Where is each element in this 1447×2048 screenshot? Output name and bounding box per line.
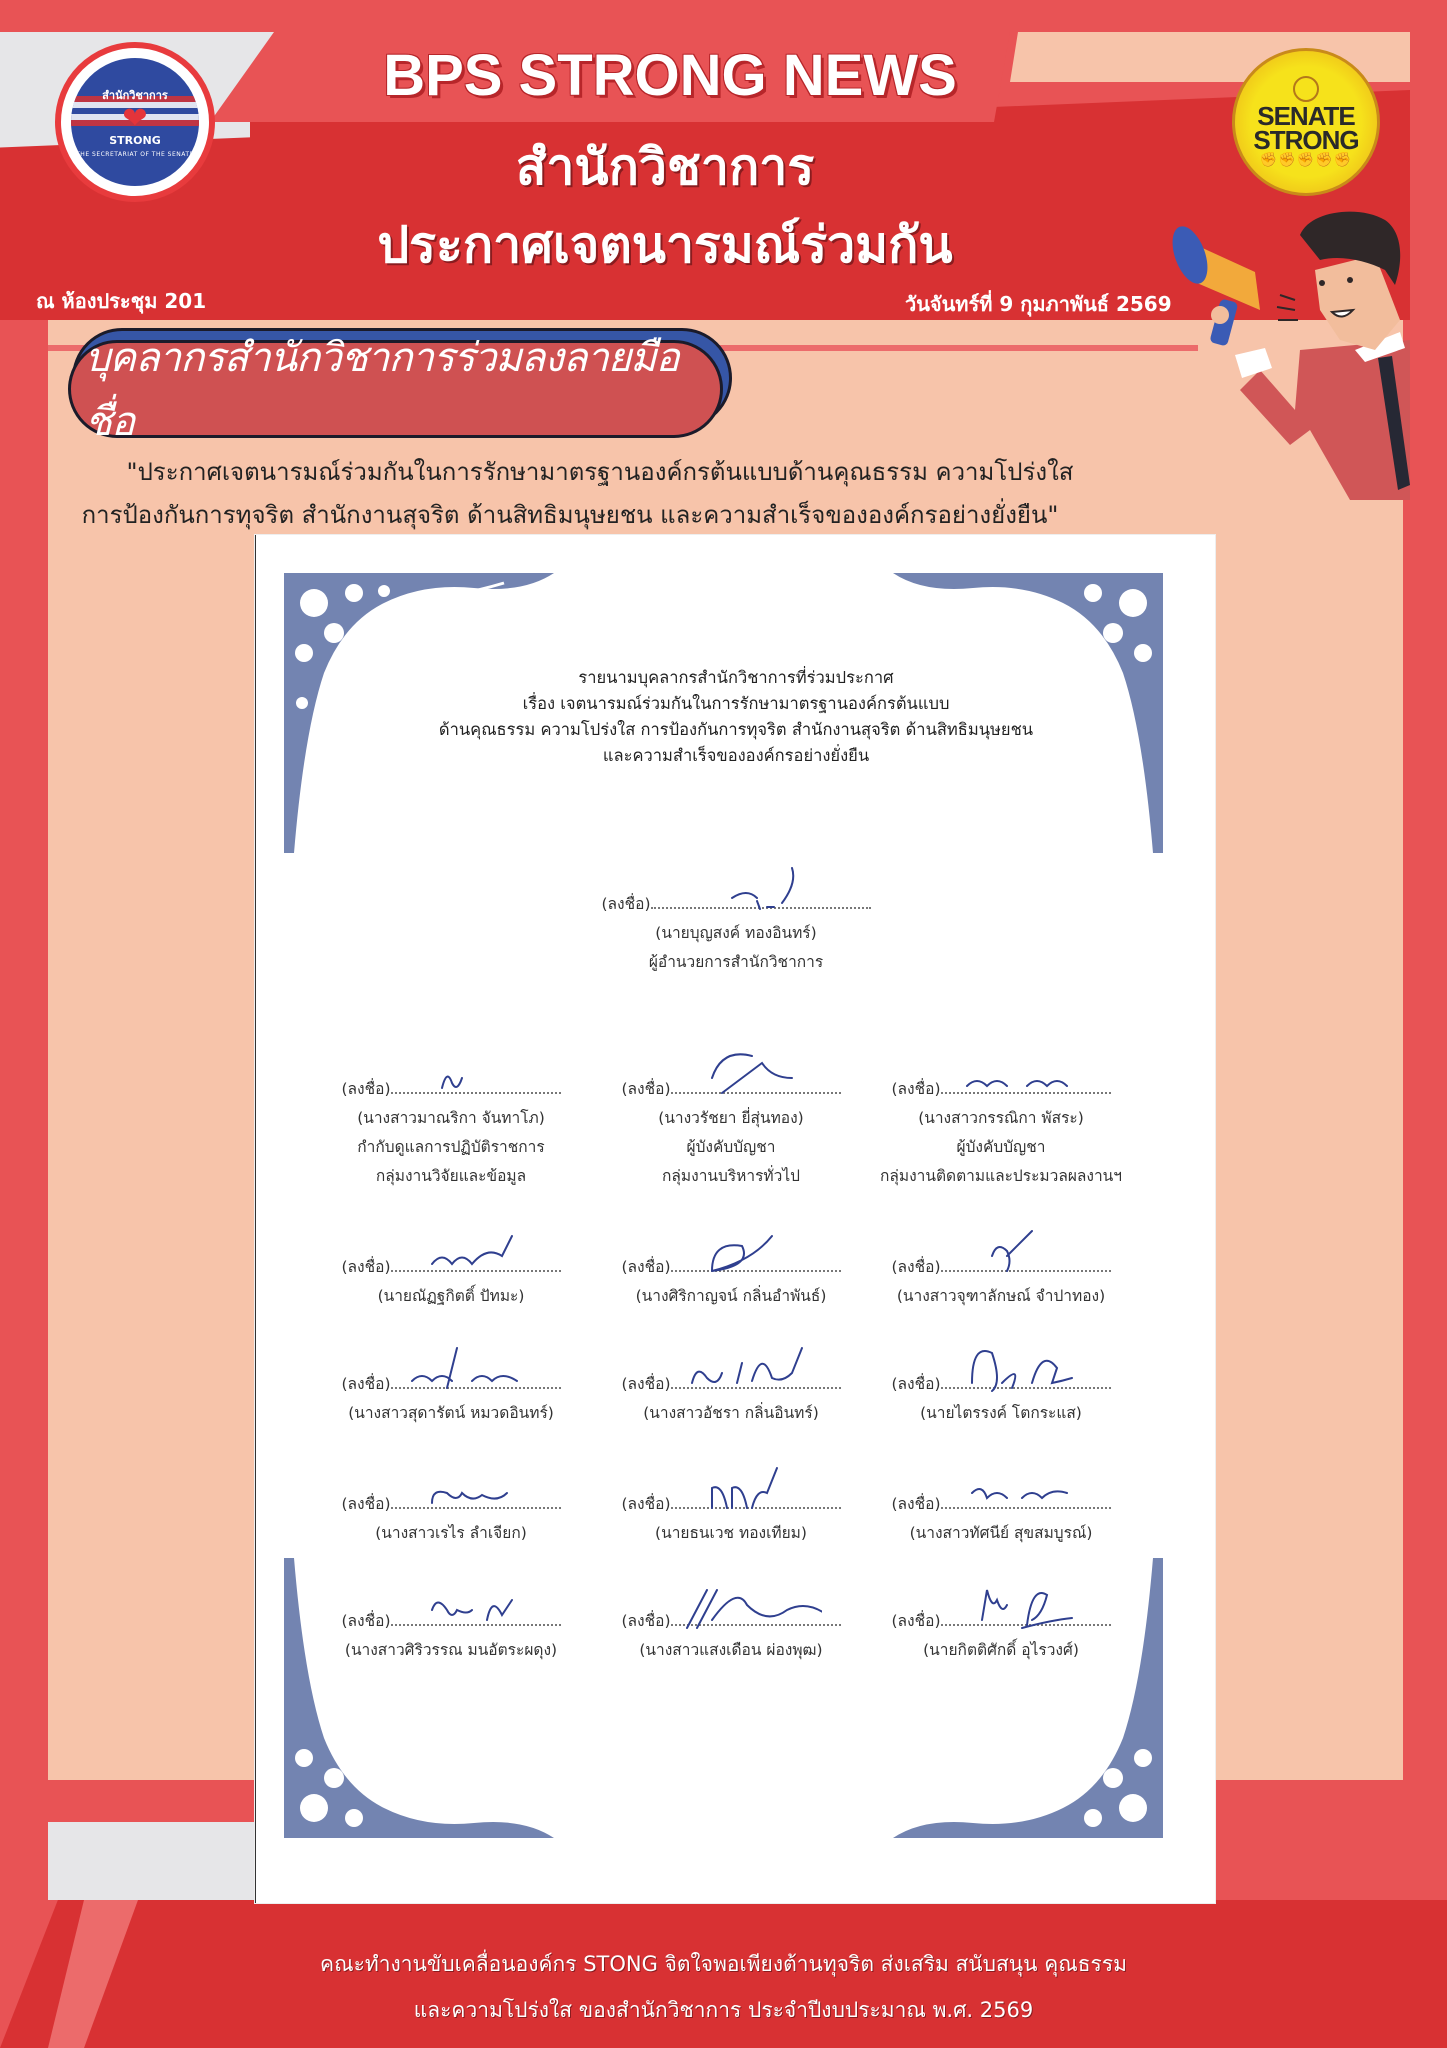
signature-scribble <box>402 1343 532 1393</box>
sign-label: (ลงชื่อ) <box>891 1080 941 1098</box>
signatory-name: (นางสาวทัศนีย์ สุขสมบูรณ์) <box>909 1524 1093 1542</box>
signature-document <box>255 535 1215 1903</box>
heading-line: และความสำเร็จขององค์กรอย่างยั่งยืน <box>602 746 870 765</box>
signature-line <box>602 890 871 919</box>
sign-label: (ลงชื่อ) <box>621 1612 671 1630</box>
signatory-name: (นางสาวเรไร ลำเจียก) <box>375 1524 527 1542</box>
department-title: สำนักวิชาการ <box>515 138 815 196</box>
signatory-unit: กลุ่มงานวิจัยและข้อมูล <box>375 1167 527 1185</box>
signature-block <box>856 1253 1146 1311</box>
signature-block <box>316 1253 586 1311</box>
logo-ring-text: THE SECRETARIAT OF THE SENATE <box>76 151 194 158</box>
sign-label: (ลงชื่อ) <box>621 1375 671 1393</box>
signature-scribble <box>402 1048 532 1098</box>
signatory-name: (นางศิริกาญจน์ กลิ่นอำพันธ์) <box>635 1287 827 1305</box>
signature-block-director <box>576 890 896 977</box>
signatory-name: (นางสาวมาณริกา จันทาโภ) <box>357 1109 545 1127</box>
quote-line-1: "ประกาศเจตนารมณ์ร่วมกันในการรักษามาตรฐานองค์กรต้นแบบด้านคุณธรรม ความโปร่งใส <box>126 458 1074 486</box>
signatory-name: (นายธนเวช ทองเทียม) <box>655 1524 807 1542</box>
signature-scribble <box>952 1580 1082 1630</box>
sign-label: (ลงชื่อ) <box>891 1375 941 1393</box>
date-label: วันจันทร์ที่ 9 กุมภาพันธ์ 2569 <box>905 292 1172 316</box>
heart-icon: ❤ <box>122 101 148 136</box>
sign-label: (ลงชื่อ) <box>621 1495 671 1513</box>
signature-block <box>596 1253 866 1311</box>
signatory-name: (นางวรัชยา ยี่สุ่นทอง) <box>658 1109 804 1127</box>
signatory-name: (นายบุญสงค์ ทองอินทร์) <box>655 924 817 942</box>
signatory-unit: กลุ่มงานบริหารทั่วไป <box>662 1167 800 1185</box>
sign-label: (ลงชื่อ) <box>341 1258 391 1276</box>
venue-label: ณ ห้องประชุม 201 <box>36 289 207 313</box>
signature-block <box>596 1607 866 1665</box>
signature-scribble <box>952 1463 1082 1513</box>
newsletter-title: BPS STRONG NEWS <box>383 43 957 108</box>
signature-scribble <box>682 1463 812 1513</box>
signatory-name: (นางสาวจุฑาลักษณ์ จำปาทอง) <box>896 1287 1106 1305</box>
signature-block <box>856 1490 1146 1548</box>
senate-strong-logo <box>1232 48 1380 196</box>
signature-block <box>856 1607 1146 1665</box>
signatory-name: (นางสาวอัชรา กลิ่นอินทร์) <box>643 1404 819 1422</box>
signature-block <box>316 1607 586 1665</box>
sign-label: (ลงชื่อ) <box>341 1612 391 1630</box>
logo-center-text: STRONG <box>109 134 161 147</box>
signature-block <box>596 1490 866 1548</box>
signatory-unit: กลุ่มงานติดตามและประมวลผลงานฯ <box>880 1167 1122 1185</box>
signature-scribble <box>662 1580 822 1630</box>
signature-scribble <box>682 1343 812 1393</box>
signature-scribble <box>952 1343 1082 1393</box>
headline: ประกาศเจตนารมณ์ร่วมกัน <box>377 216 953 274</box>
sign-label: (ลงชื่อ) <box>621 1080 671 1098</box>
logo-line2: STRONG <box>1253 125 1359 155</box>
footer-line-1: คณะทำงานขับเคลื่อนองค์กร STONG จิตใจพอเพียงต้านทุจริต ส่งเสริม สนับสนุน คุณธรรม <box>320 1952 1127 1976</box>
signature-scribble <box>402 1580 532 1630</box>
document-heading <box>256 665 1216 769</box>
raised-fists-icon: ✊✊✊✊✊ <box>1259 152 1353 168</box>
signature-block <box>316 1490 586 1548</box>
footer-line-2: และความโปร่งใส ของสำนักวิชาการ ประจำปีงบประมาณ พ.ศ. 2569 <box>413 1998 1034 2022</box>
sign-label: (ลงชื่อ) <box>601 895 651 913</box>
signature-scribble <box>952 1226 1082 1276</box>
signatory-title: กำกับดูแลการปฏิบัติราชการ <box>357 1138 545 1156</box>
sign-label: (ลงชื่อ) <box>891 1612 941 1630</box>
quote-line-2: การป้องกันการทุจริต สำนักงานสุจริต ด้านสิทธิมนุษยชน และความสำเร็จขององค์กรอย่างยั่งยืน" <box>81 501 1059 529</box>
section-title-pill <box>68 335 723 445</box>
heading-line: รายนามบุคลากรสำนักวิชาการที่ร่วมประกาศ <box>578 668 894 687</box>
signatory-name: (นายณัฏฐกิตติ์ ปัทมะ) <box>377 1287 525 1305</box>
sign-label: (ลงชื่อ) <box>891 1258 941 1276</box>
signature-block <box>856 1075 1146 1191</box>
megaphone-mascot-illustration <box>1160 200 1410 500</box>
sign-label: (ลงชื่อ) <box>621 1258 671 1276</box>
signature-block <box>316 1370 586 1428</box>
signatory-name: (นางสาวกรรณิกา พัสระ) <box>918 1109 1084 1127</box>
signature-scribble <box>402 1226 532 1276</box>
signatory-name: (นางสาวสุดารัตน์ หมวดอินทร์) <box>348 1404 554 1422</box>
signatory-title: ผู้บังคับบัญชา <box>686 1138 776 1156</box>
heading-line: ด้านคุณธรรม ความโปร่งใส การป้องกันการทุจริต สำนักงานสุจริต ด้านสิทธิมนุษยชน <box>438 720 1034 739</box>
bg-grey-bottom-shape <box>48 1822 258 1900</box>
sign-label: (ลงชื่อ) <box>341 1495 391 1513</box>
sign-label: (ลงชื่อ) <box>341 1080 391 1098</box>
signatory-name: (นายกิตติศักดิ์ อุไรวงศ์) <box>923 1641 1079 1659</box>
signature-scribble <box>952 1048 1082 1098</box>
signatory-name: (นางสาวศิริวรรณ มนอัตระผดุง) <box>344 1641 558 1659</box>
signature-scribble <box>402 1463 532 1513</box>
signatory-title: ผู้อำนวยการสำนักวิชาการ <box>648 953 824 971</box>
signatory-title: ผู้บังคับบัญชา <box>956 1138 1046 1156</box>
signature-block <box>856 1370 1146 1428</box>
logo-line1: SENATE <box>1257 101 1355 131</box>
signature-block <box>596 1075 866 1191</box>
sign-label: (ลงชื่อ) <box>891 1495 941 1513</box>
signature-scribble <box>682 1048 812 1098</box>
bg-left-strip <box>0 360 48 2048</box>
signatory-name: (นางสาวแสงเดือน ผ่องพุฒ) <box>639 1641 823 1659</box>
sign-label: (ลงชื่อ) <box>341 1375 391 1393</box>
signature-scribble <box>712 863 842 913</box>
emblem-icon <box>1293 76 1319 102</box>
signature-block <box>316 1075 586 1191</box>
signature-scribble <box>682 1226 812 1276</box>
heading-line: เรื่อง เจตนารมณ์ร่วมกันในการรักษามาตรฐานองค์กรต้นแบบ <box>522 694 950 713</box>
signatory-name: (นายไตรรงค์ โตกระแส) <box>920 1404 1082 1422</box>
signature-block <box>596 1370 866 1428</box>
logo-arc-text: สำนักวิชาการ <box>102 89 168 102</box>
section-title: บุคลากรสำนักวิชาการร่วมลงลายมือชื่อ <box>85 335 679 445</box>
